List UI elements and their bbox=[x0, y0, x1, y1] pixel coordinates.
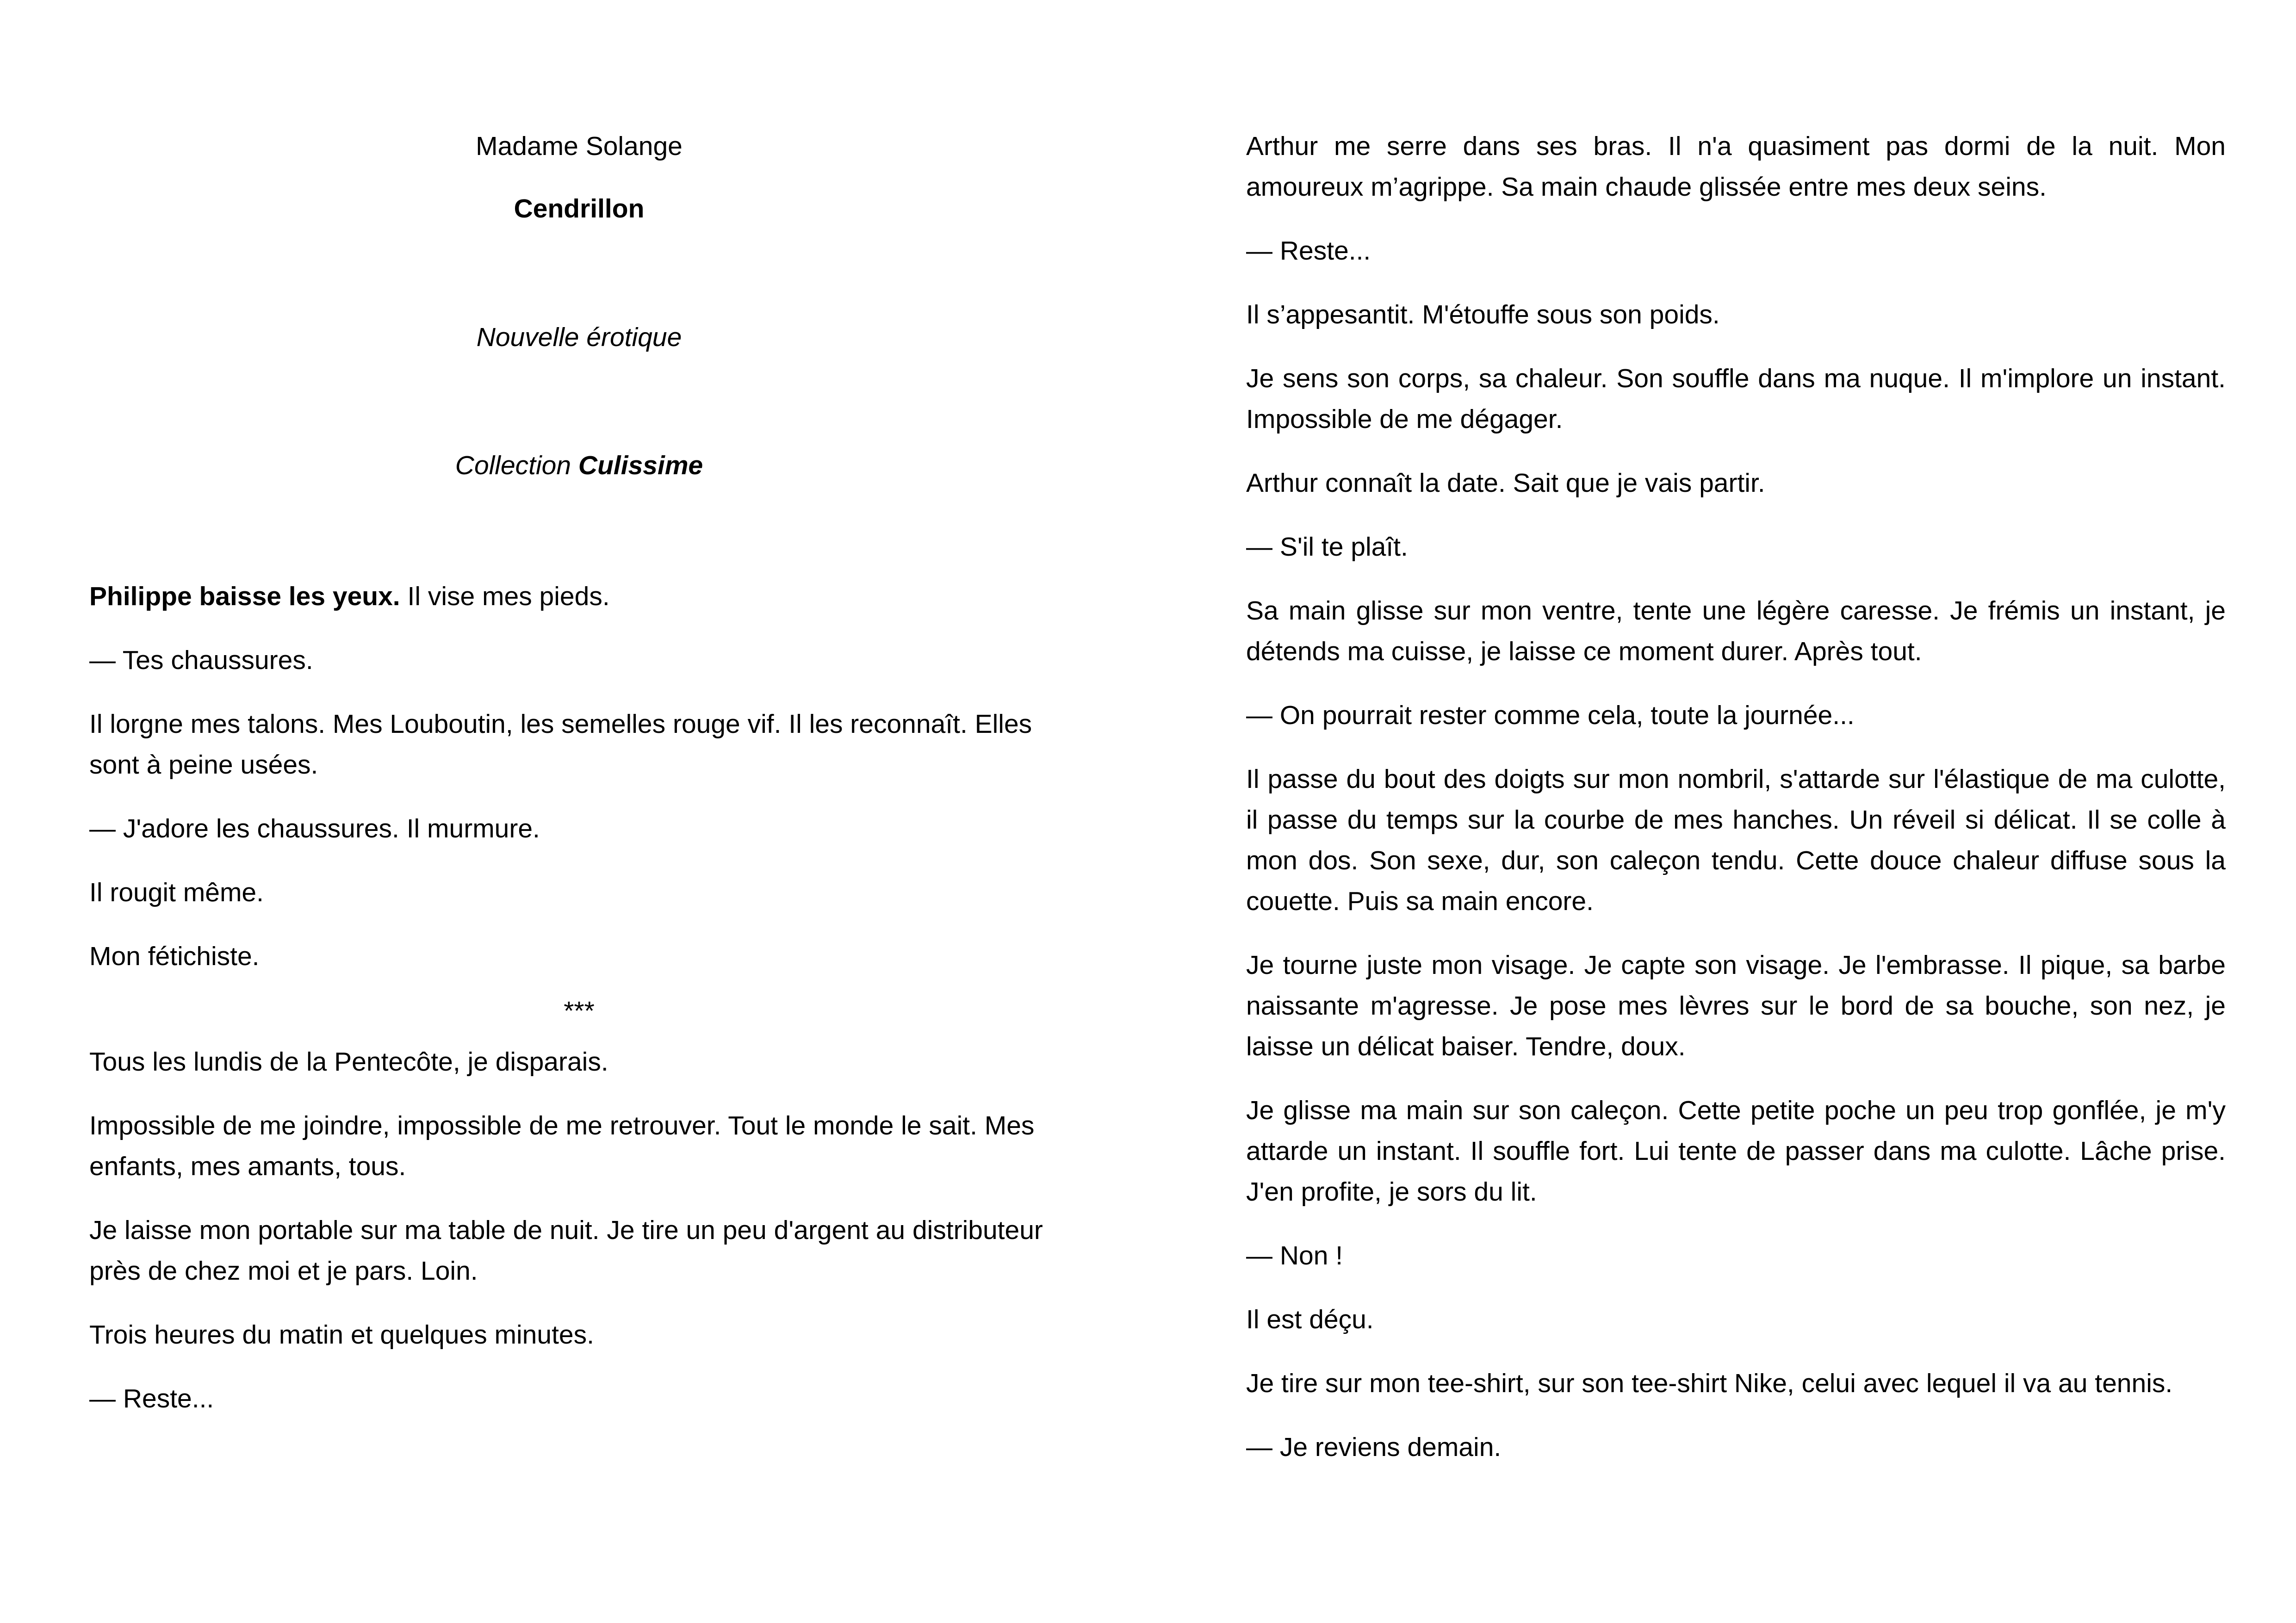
paragraph: Mon fétichiste. bbox=[89, 942, 260, 971]
paragraph: Impossible de me joindre, impossible de me retrouver. Tout le monde le sait. Mes enfants, mes amants, tous. bbox=[89, 1111, 1035, 1181]
paragraph: Je laisse mon portable sur ma table de nuit. Je tire un peu d'argent au distributeur près de chez moi et je pars. Loin. bbox=[89, 1215, 1043, 1286]
paragraph: Je sens son corps, sa chaleur. Son souffle dans ma nuque. Il m'implore un instant. Impossible de me dégager. bbox=[1246, 364, 2226, 434]
paragraph: Il est déçu. bbox=[1246, 1305, 1374, 1334]
paragraph: — Tes chaussures. bbox=[89, 645, 313, 675]
genre-line: Nouvelle érotique bbox=[476, 322, 682, 352]
paragraph: Je glisse ma main sur son caleçon. Cette petite poche un peu trop gonflée, je m'y attarde un instant. Il souffle fort. Lui tente de passer dans ma culotte. Lâche prise. J'en profite, je sors du lit. bbox=[1246, 1096, 2226, 1207]
right-page bbox=[1246, 0, 2226, 1623]
paragraph: — Reste... bbox=[1246, 236, 1371, 266]
paragraph: — J'adore les chaussures. Il murmure. bbox=[89, 814, 540, 843]
paragraph: Il rougit même. bbox=[89, 878, 264, 907]
paragraph: Sa main glisse sur mon ventre, tente une légère caresse. Je frémis un instant, je détends ma cuisse, je laisse ce moment durer. Après tout. bbox=[1246, 596, 2226, 666]
author-name: Madame Solange bbox=[476, 131, 683, 161]
opening-lead: Philippe baisse les yeux. bbox=[89, 582, 400, 611]
right-text-flow bbox=[1246, 126, 2226, 1491]
paragraph: Je tourne juste mon visage. Je capte son visage. Je l'embrasse. Il pique, sa barbe naissante m'agresse. Je pose mes lèvres sur le bord de sa bouche, son nez, je laisse un délicat baiser. Tendre, doux. bbox=[1246, 950, 2226, 1061]
paragraph: — S'il te plaît. bbox=[1246, 532, 1408, 562]
paragraph: Arthur connaît la date. Sait que je vais partir. bbox=[1246, 468, 1765, 498]
paragraph: Il s’appesantit. M'étouffe sous son poids. bbox=[1246, 300, 1720, 329]
paragraph: Arthur me serre dans ses bras. Il n'a quasiment pas dormi de la nuit. Mon amoureux m’agrippe. Sa main chaude glissée entre mes deux seins. bbox=[1246, 131, 2226, 202]
paragraph: Il lorgne mes talons. Mes Louboutin, les semelles rouge vif. Il les reconnaît. Elles sont à peine usées. bbox=[89, 709, 1032, 780]
paragraph: Tous les lundis de la Pentecôte, je disparais. bbox=[89, 1047, 608, 1077]
paragraph: — Je reviens demain. bbox=[1246, 1432, 1502, 1462]
collection-line bbox=[89, 449, 1069, 482]
paragraph: Trois heures du matin et quelques minutes. bbox=[89, 1320, 594, 1350]
collection-prefix: Collection bbox=[455, 451, 571, 480]
book-title: Cendrillon bbox=[514, 194, 645, 223]
section-separator: *** bbox=[564, 996, 595, 1026]
opening-paragraph bbox=[89, 576, 1069, 617]
collection-name: Culissime bbox=[578, 451, 703, 480]
paragraph: Je tire sur mon tee-shirt, sur son tee-shirt Nike, celui avec lequel il va au tennis. bbox=[1246, 1369, 2173, 1398]
left-text-flow bbox=[89, 576, 1069, 1442]
left-page bbox=[89, 0, 1069, 1623]
opening-rest: Il vise mes pieds. bbox=[400, 582, 610, 611]
paragraph: — On pourrait rester comme cela, toute la journée... bbox=[1246, 700, 1855, 730]
paragraph: — Reste... bbox=[89, 1384, 214, 1413]
paragraph: Il passe du bout des doigts sur mon nombril, s'attarde sur l'élastique de ma culotte, il passe du temps sur la courbe de mes hanches. Un réveil si délicat. Il se colle à mon dos. Son sexe, dur, son caleçon tendu. Cette douce chaleur diffuse sous la couette. Puis sa main encore. bbox=[1246, 764, 2226, 916]
paragraph: — Non ! bbox=[1246, 1241, 1343, 1270]
